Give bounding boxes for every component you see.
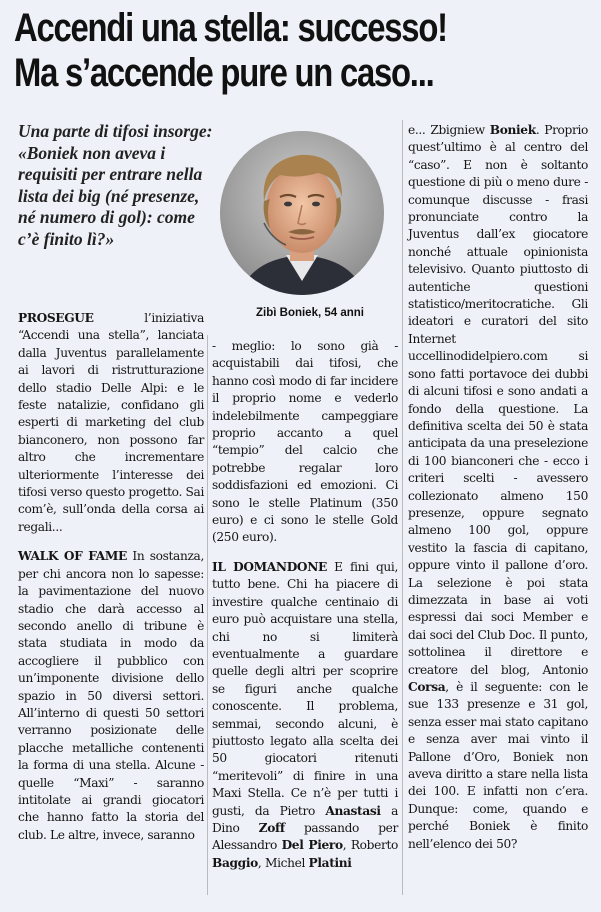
paragraph	[18, 548, 204, 844]
article-subhead: Una parte di tifosi insorge: «Boniek non aveva i requisiti per entrare nella lista dei big (né presenze, né numero di gol): come c’è finito lì?»	[18, 121, 213, 249]
player-name: Del Piero	[281, 838, 343, 853]
paragraph-text: a Dino	[212, 803, 398, 835]
column-divider	[207, 335, 208, 895]
headline-line-1: Accendi una stella: successo!	[14, 6, 447, 50]
section-lead: WALK OF FAME	[18, 549, 127, 564]
paragraph-text: , è il seguente: con le sue 133 presenze e 31 gol, senza esser mai stato capitano e senza aver mai vinto il Pallone d’Oro, Boniek non aveva diritto a stare nella lista dei 100. E infatti non c’era. Dunque: come, quando e perché Boniek è finito nell’elenco dei 50?	[408, 680, 588, 851]
paragraph-text: , Michel	[257, 855, 309, 870]
section-lead: IL DOMANDONE	[212, 559, 327, 574]
paragraph-text: l’iniziativa “Accendi una stella”, lanciata dalla Juventus parallelamente ai lavori di ristrutturazione dello stadio Delle Alpi: e le feste natalizie, confidano gli esperti di marketing del club bianconero, non possono far altro che incrementare ulteriormente l’interesse dei tifosi verso questo progetto. Sai com’è, sull’onda della corsa ai regali...	[18, 311, 204, 534]
paragraph-text: passando per Alessandro	[212, 820, 398, 853]
paragraph-text: E fini qui, tutto bene. Chi ha piacere di investire qualche centinaio di euro può acquistare una stella, chi no si limiterà eventualmente a guardare quelle degli altri per scoprire se figuri anche qualche conoscente. Il problema, semmai, secondo alcuni, è piuttosto legato alla scelta dei 50 giocatori ritenuti “meritevoli” di finire in una Maxi Stella. Ce n’è per tutti i gusti, da Pietro	[212, 559, 399, 818]
player-name: Platini	[308, 855, 352, 870]
paragraph	[212, 559, 398, 872]
portrait-illustration	[220, 131, 384, 295]
paragraph-text: . Proprio quest’ultimo è al centro del “caso”. E non è soltanto questione di più o meno dure - comunque discusse - frasi pronunciate contro la Juventus dall’ex giocatore nonché attuale opinionista televisivo. Quanto piuttosto di autentiche questioni statistico/meritocratiche. Gli ideatori e curatori del sito Internet uccellinodidelpiero.com si sono fatti portavoce dei dubbi di alcuni tifosi e sono andati a fondo della questione. La definitiva scelta dei 50 è stata anticipata da una preselezione di 100 bianconeri che - ecco i criteri scelti - avessero collezionato almeno 150 presenze, oppure segnato almeno 100 gol, oppure vestito la fascia di capitano, oppure vinto il pallone d’oro. La selezione è poi stata dimezzata in base ai voti espressi dai soci Member e dai soci del Club Doc. Il punto, sottolinea il direttore e creatore del blog, Antonio	[408, 123, 589, 677]
article-column-3	[408, 122, 588, 853]
headline-line-2: Ma s’accende pure un caso...	[14, 51, 434, 95]
paragraph-text: e... Zbigniew	[408, 123, 490, 137]
paragraph-text: - meglio: lo sono già - acquistabili dai tifosi, che hanno così modo di far incidere il proprio nome e vederlo indelebilmente campeggiare proprio accanto a quel “tempio” del calcio che potrebbe regalar loro soddisfazioni ed emozioni. Ci sono le stelle Platinum (350 euro) e ci sono le stelle Gold (250 euro).	[212, 339, 398, 545]
photo-caption: Zibì Boniek, 54 anni	[256, 307, 364, 319]
column-divider	[402, 120, 403, 895]
paragraph-text: In sostanza, per chi ancora non lo sapesse: la pavimentazione del nuovo stadio che darà accesso al secondo anello di tribune è stata studiata in modo da accogliere il pubblico con un’imponente divisione dello spazio in 50 diversi settori. All’interno di questi 50 settori verranno posizionate delle placche metalliche contenenti la forma di una stella. Alcune - quelle “Maxi” - saranno intitolate ai grandi giocatori che hanno fatto la storia del club. Le altre, invece, saranno	[18, 549, 204, 842]
player-name: Baggio	[212, 855, 258, 870]
article-column-1	[18, 310, 204, 844]
player-name: Boniek	[489, 123, 536, 137]
paragraph	[18, 310, 204, 536]
boniek-portrait-photo	[220, 131, 384, 295]
person-name: Corsa	[408, 680, 446, 694]
paragraph	[408, 122, 588, 853]
article-headline	[14, 6, 490, 96]
paragraph-lead: PROSEGUE	[18, 311, 94, 325]
player-name: Zoff	[258, 820, 285, 835]
article-column-2	[212, 338, 398, 872]
player-name: Anastasi	[325, 803, 381, 818]
paragraph	[212, 338, 398, 547]
paragraph-text: , Roberto	[342, 838, 398, 853]
